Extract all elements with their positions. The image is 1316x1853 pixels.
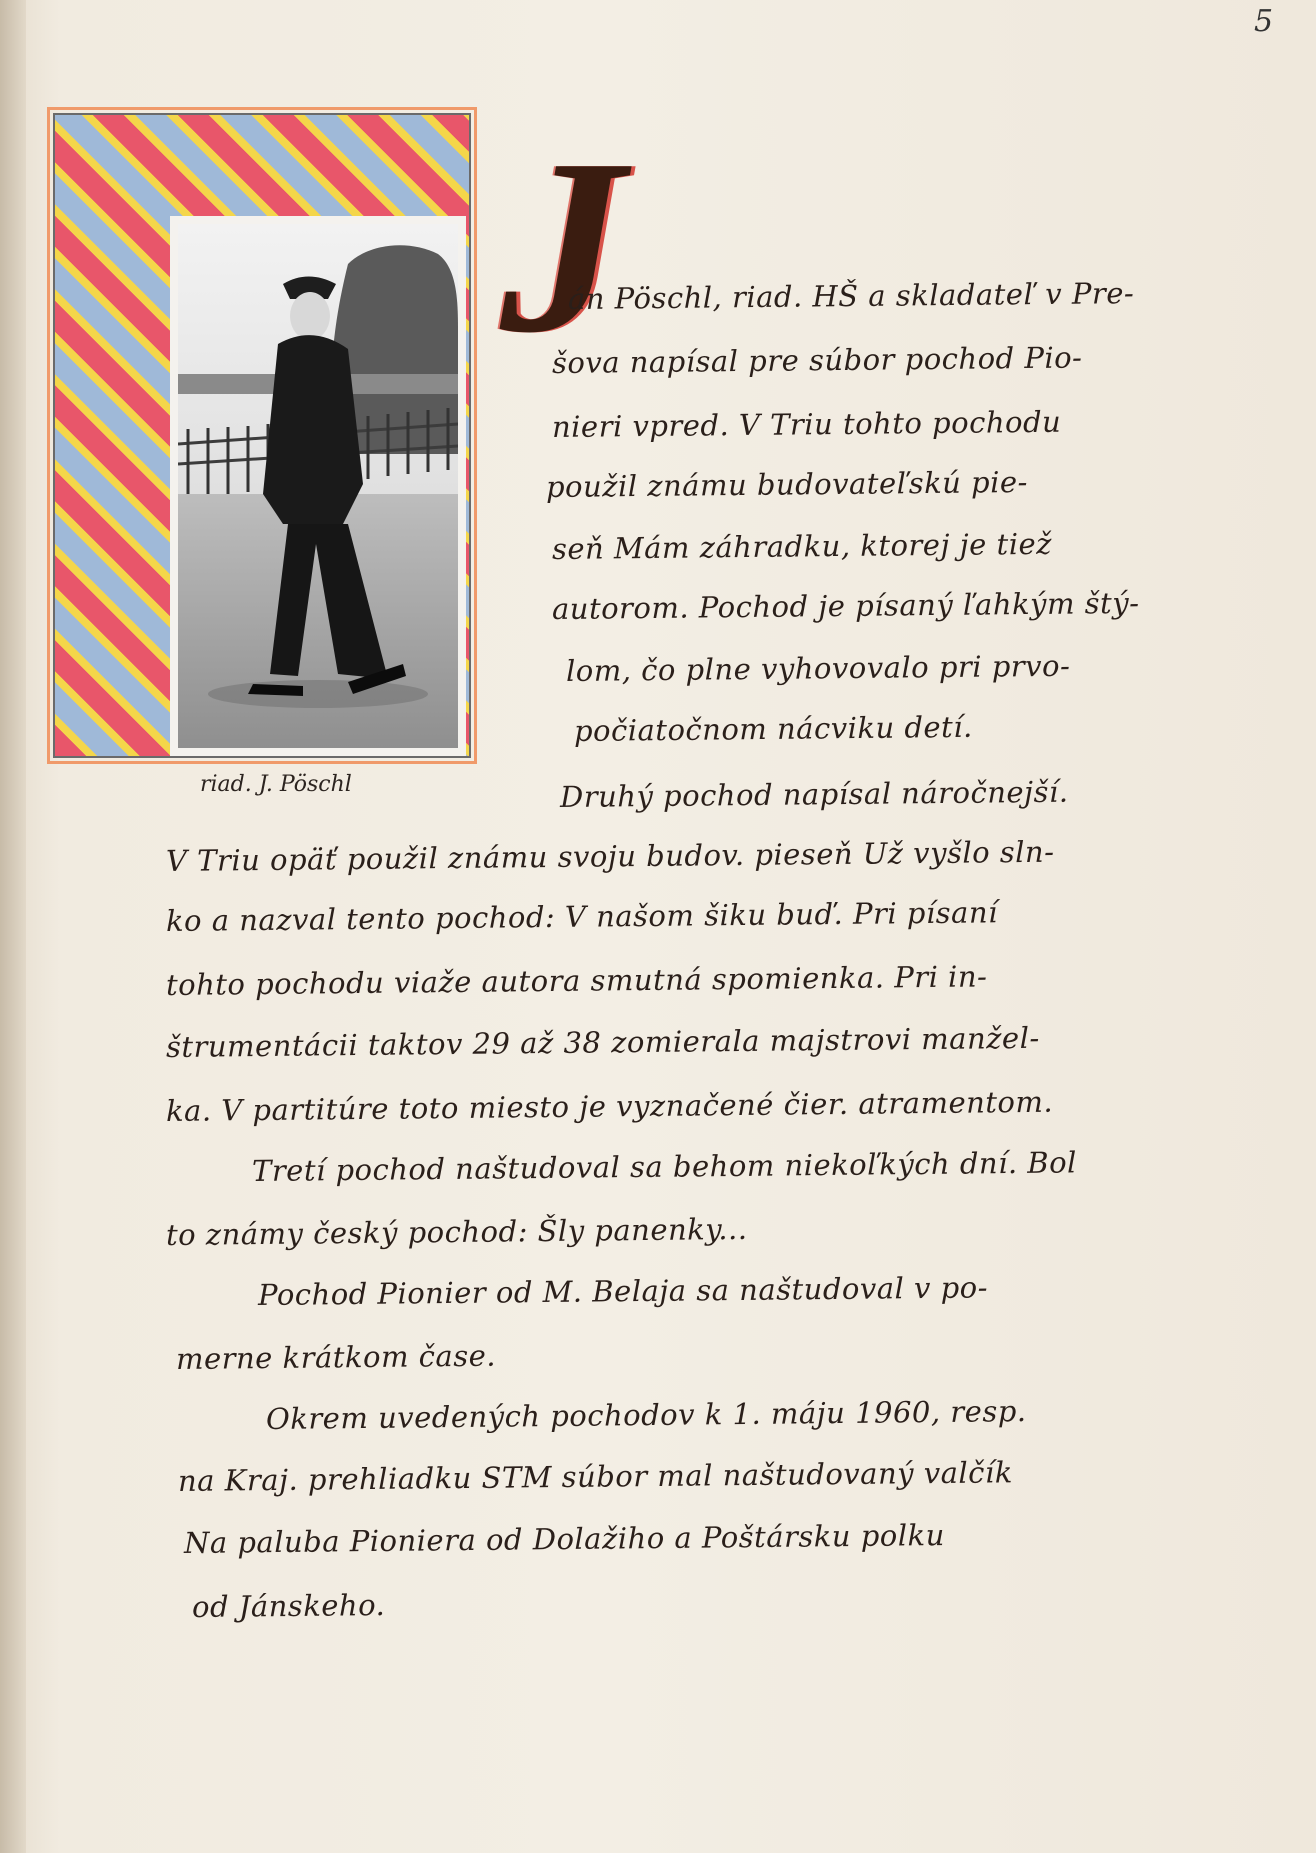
text-line: tohto pochodu viaže autora smutná spomienka. Pri in- [165, 959, 988, 1002]
text-line: počiatočnom nácviku detí. [573, 709, 973, 748]
text-line: šova napísal pre súbor pochod Pio- [551, 340, 1083, 380]
text-line: V Triu opäť použil známu svoju budov. pieseň Už vyšlo sln- [165, 834, 1055, 878]
text-line: použil známu budovateľskú pie- [545, 464, 1029, 504]
text-line: na Kraj. prehliadku STM súbor mal naštudovaný valčík [177, 1455, 1013, 1498]
text-line: Na paluba Pioniera od Dolažiho a Poštársku polku [183, 1518, 945, 1560]
text-line: Tretí pochod naštudoval sa behom niekoľkých dní. Bol [251, 1145, 1078, 1188]
text-line: štrumentácii taktov 29 až 38 zomierala majstrovi manžel- [165, 1020, 1040, 1064]
text-line: Okrem uvedených pochodov k 1. máju 1960, resp. [265, 1394, 1027, 1436]
text-line: Pochod Pionier od M. Belaja sa naštudoval v po- [257, 1270, 989, 1312]
text-line: od Jánskeho. [191, 1587, 386, 1624]
page-number: 5 [1254, 4, 1274, 39]
text-line: to známy český pochod: Šly panenky... [165, 1211, 748, 1252]
text-line: seň Mám záhradku, ktorej je tiež [551, 526, 1053, 566]
illuminated-initial: J [500, 108, 625, 385]
photo-caption: riad. J. Pöschl [200, 772, 352, 797]
text-line: merne krátkom čase. [175, 1338, 497, 1376]
text-line: án Pöschl, riad. HŠ a skladateľ v Pre- [567, 276, 1135, 316]
text-line: ko a nazval tento pochod: V našom šiku buď. Pri písaní [165, 895, 998, 938]
text-line: nieri vpred. V Triu tohto pochodu [551, 404, 1062, 444]
text-line: Druhý pochod napísal náročnejší. [559, 774, 1069, 814]
text-line: lom, čo plne vyhovovalo pri prvo- [565, 648, 1071, 688]
text-line: ka. V partitúre toto miesto je vyznačené čier. atramentom. [165, 1084, 1054, 1128]
text-line: autorom. Pochod je písaný ľahkým štý- [551, 585, 1140, 626]
